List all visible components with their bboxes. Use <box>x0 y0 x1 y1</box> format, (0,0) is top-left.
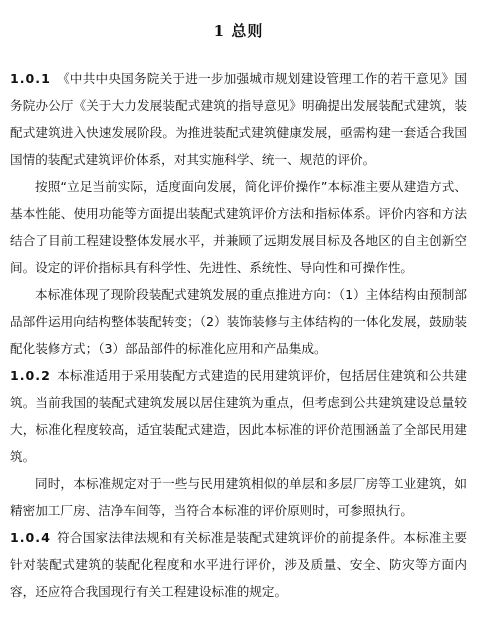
clause-1-0-2-para-2: 同时，本标准规定对于一些与民用建筑相似的单层和多层厂房等工业建筑，如精密加工厂房、洁净车间等，当符合本标准的评价原则时，可参照执行。 <box>10 476 467 518</box>
clause-text: 本标准适用于采用装配方式建造的民用建筑评价，包括居住建筑和公共建筑。当前我国的装配式建筑发展以居住建筑为重点，但考虑到公共建筑建设总量较大，标准化程度较高，适宜装配式建造，因此本标准的评价范围涵盖了全部民用建筑。 <box>10 368 467 464</box>
clause-1-0-1-para-3: 本标准体现了现阶段装配式建筑发展的重点推进方向：（1）主体结构由预制部品部件运用向结构整体装配转变；（2）装饰装修与主体结构的一体化发展，鼓励装配化装修方式；（3）部品部件的标准化应用和产品集成。 <box>10 287 467 356</box>
clause-1-0-2-para-1 <box>10 362 467 470</box>
clause-1-0-1-para-2: 按照“立足当前实际，适度面向发展，简化评价操作”本标准主要从建造方式、基本性能、使用功能等方面提出装配式建筑评价方法和指标体系。评价内容和方法结合了目前工程建设整体发展水平，并兼顾了远期发展目标及各地区的自主创新空间。设定的评价指标具有科学性、先进性、系统性、导向性和可操作性。 <box>10 179 467 275</box>
clause-number: 1.0.2 <box>10 368 51 383</box>
clause-text: 《中共中央国务院关于进一步加强城市规划建设管理工作的若干意见》国务院办公厅《关于大力发展装配式建筑的指导意见》明确提出发展装配式建筑，装配式建筑进入快速发展阶段。为推进装配式建筑健康发展，亟需构建一套适合我国国情的装配式建筑评价体系，对其实施科学、统一、规范的评价。 <box>10 71 467 167</box>
clause-1-0-1-para-1 <box>10 65 467 173</box>
chapter-title: 1 总则 <box>213 22 264 40</box>
clause-text: 符合国家法律法规和有关标准是装配式建筑评价的前提条件。本标准主要针对装配式建筑的装配化程度和水平进行评价，涉及质量、安全、防灾等方面内容，还应符合我国现行有关工程建设标准的规定。 <box>10 530 467 599</box>
clause-1-0-4-para-1 <box>10 524 467 605</box>
clause-number: 1.0.1 <box>10 71 51 86</box>
clause-number: 1.0.4 <box>10 530 51 545</box>
